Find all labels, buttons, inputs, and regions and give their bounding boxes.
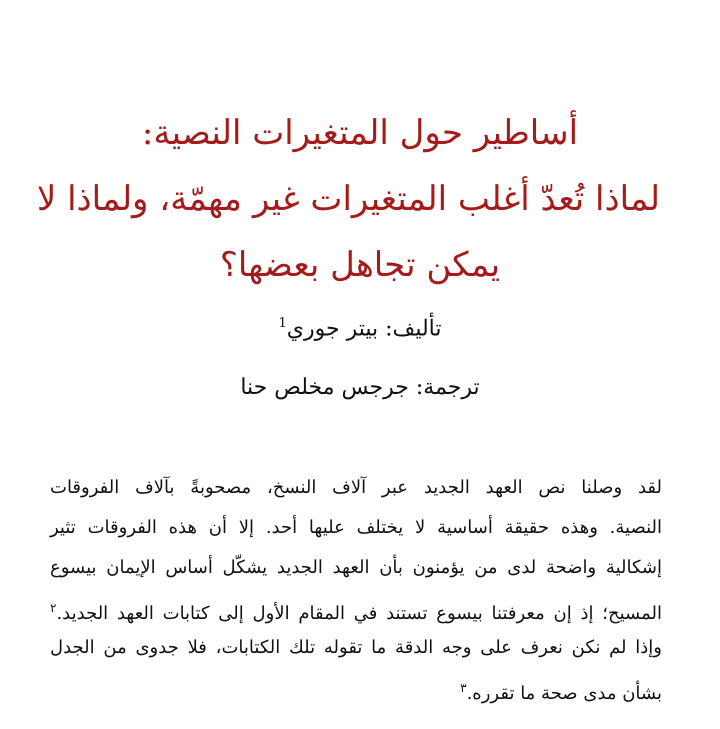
author-line — [60, 316, 660, 341]
footnote-marker-2: ٢ — [50, 601, 57, 615]
body-line-4-text: المسيح؛ إذ إن معرفتنا بيسوع تستند في المقام الأول إلى كتابات العهد الجديد. — [56, 603, 662, 624]
body-line-2: النصية. وهذه حقيقة أساسية لا يختلف عليها أحد. إلا أن هذه الفروقات تثير — [50, 517, 662, 538]
author-label: تأليف: بيتر جوري — [286, 316, 442, 342]
title-line-1: أساطير حول المتغيرات النصية: — [141, 113, 579, 153]
translator-label: ترجمة: جرجس مخلص حنا — [240, 375, 480, 400]
footnote-marker-3: ٣ — [460, 681, 467, 695]
body-line-4 — [50, 588, 662, 628]
title-line-3: يمكن تجاهل بعضها؟ — [219, 245, 501, 285]
body-paragraph — [50, 468, 662, 708]
body-line-5: وإذا لم نكن نعرف على وجه الدقة ما تقوله تلك الكتابات، فلا جدوى من الجدل — [50, 637, 662, 658]
body-line-1: لقد وصلنا نص العهد الجديد عبر آلاف النسخ، مصحوبةً بآلاف الفروقات — [50, 477, 662, 498]
body-line-6-text: بشأن مدى صحة ما تقرره. — [466, 683, 662, 704]
article-title — [36, 100, 660, 298]
author-footnote-marker: 1 — [278, 316, 287, 331]
translator-line — [60, 375, 660, 400]
body-line-3: إشكالية واضحة لدى من يؤمنون بأن العهد الجديد يشكّل أساس الإيمان بيسوع — [50, 557, 662, 578]
body-line-6 — [50, 668, 662, 708]
title-line-2: لماذا تُعدّ أغلب المتغيرات غير مهمّة، ولماذا لا — [36, 179, 660, 219]
